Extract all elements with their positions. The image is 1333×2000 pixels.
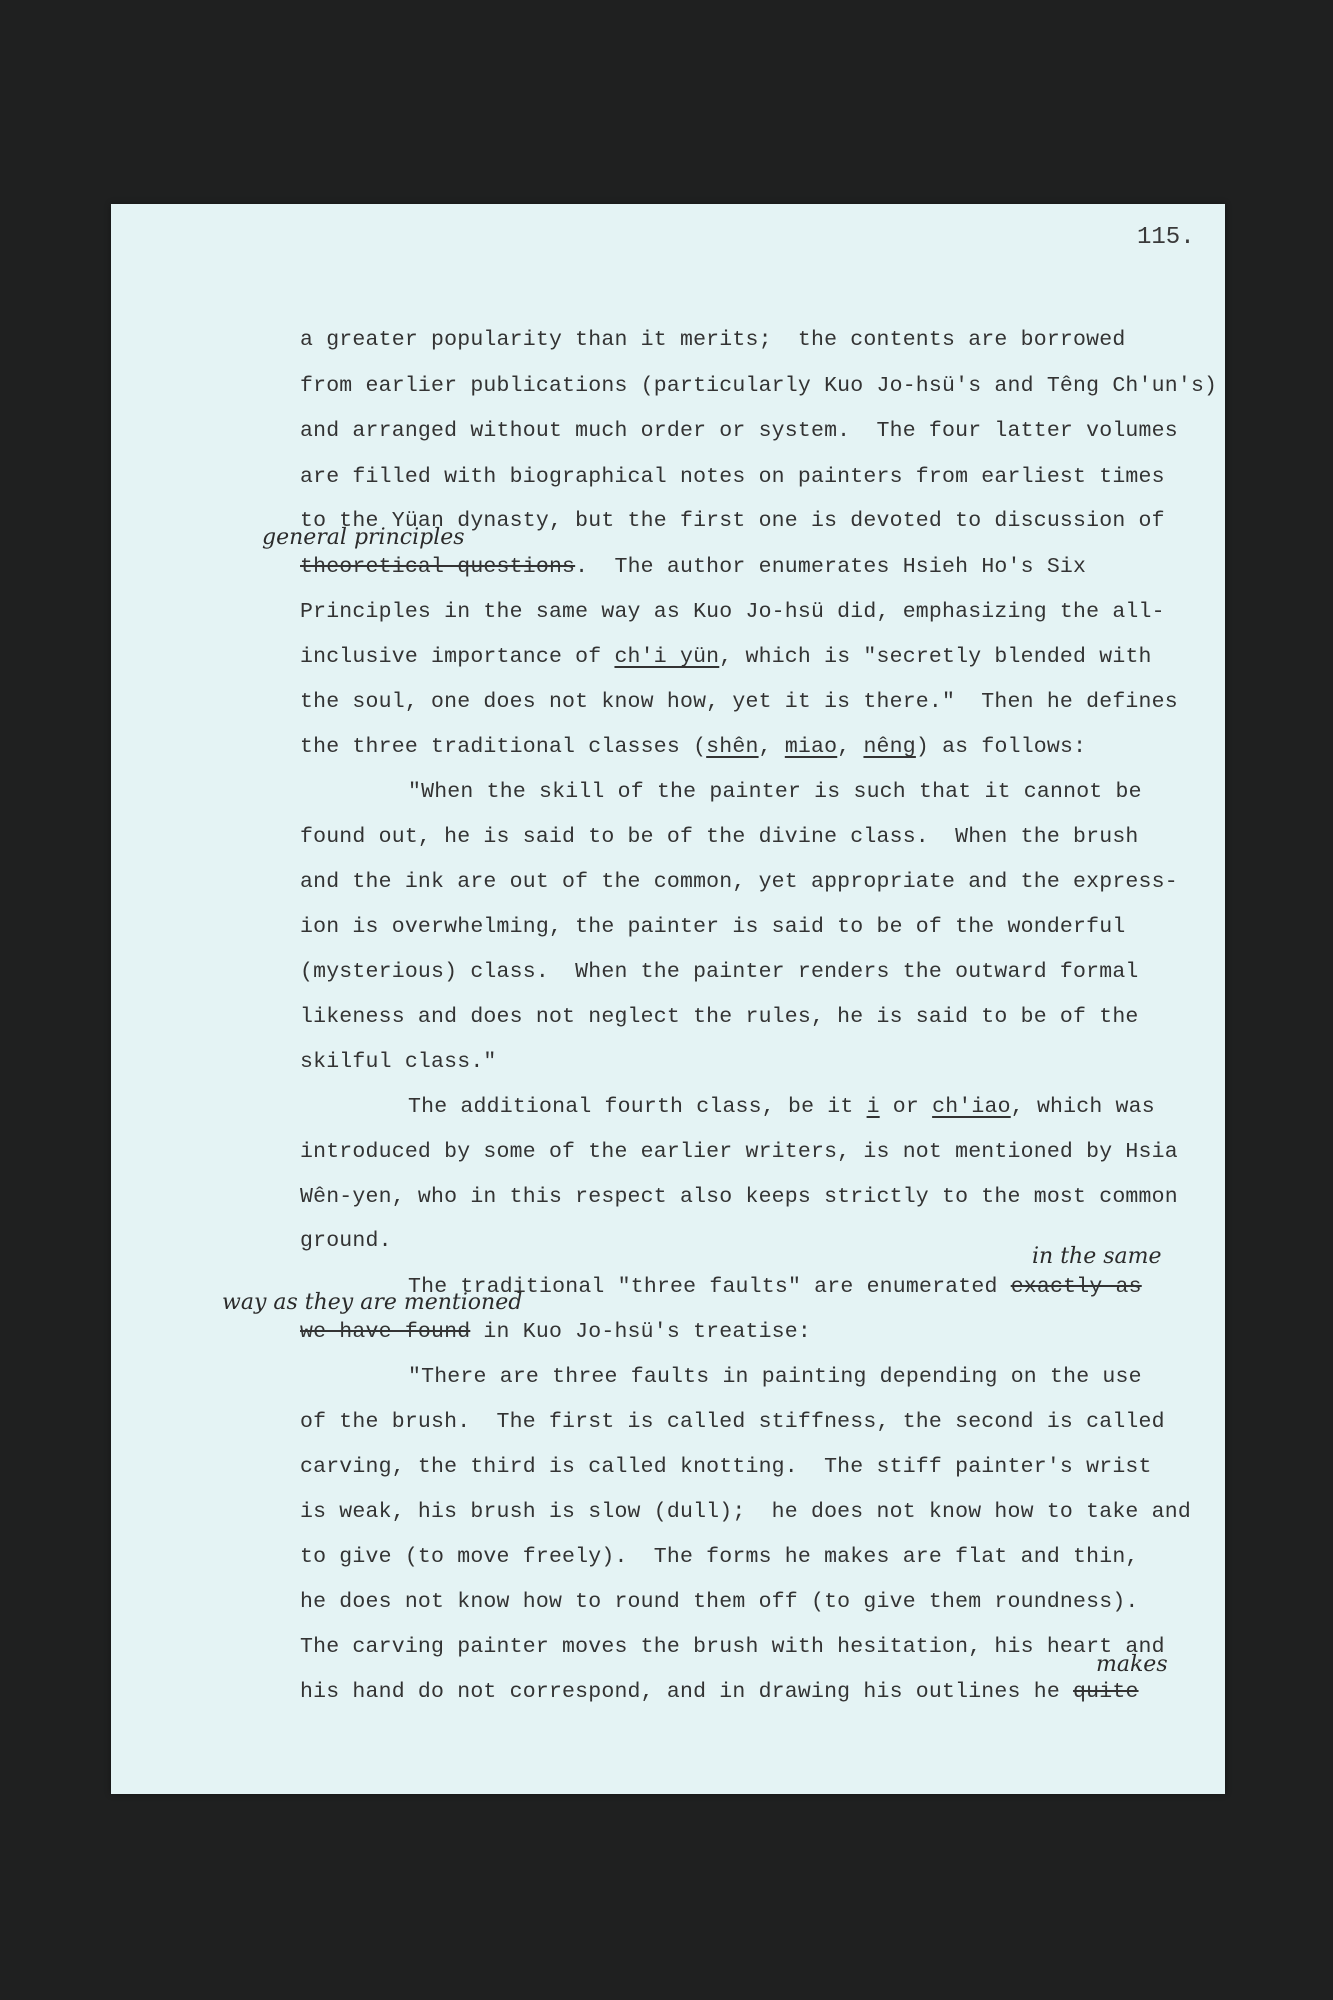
text-line (300, 825, 1139, 849)
text-span: (mysterious) class. When the painter renders the outward formal (300, 960, 1139, 984)
text-line (300, 1635, 1165, 1659)
underlined-term: nêng (863, 735, 916, 759)
text-span: inclusive importance of (300, 645, 615, 669)
text-line (408, 1365, 1142, 1389)
text-span: carving, the third is called knotting. The stiff painter's wrist (300, 1455, 1152, 1479)
struck-text: we have found (300, 1320, 471, 1344)
text-span: Wên-yen, who in this respect also keeps strictly to the most common (300, 1185, 1178, 1209)
text-line (300, 1140, 1178, 1164)
text-line (300, 1050, 497, 1074)
text-line (300, 915, 1125, 939)
text-span: ) as follows: (915, 735, 1087, 759)
text-line (408, 1095, 1155, 1119)
text-span: to give (to move freely). The forms he makes are flat and thin, (300, 1545, 1139, 1569)
text-line (300, 1005, 1139, 1029)
page-number: 115. (1137, 224, 1195, 251)
text-line (300, 1320, 811, 1344)
text-line (300, 328, 1125, 352)
text-line (300, 1455, 1152, 1479)
text-line (408, 780, 1142, 804)
struck-text: theoretical questions (300, 555, 576, 579)
text-span: The additional fourth class, be it (408, 1095, 867, 1119)
text-line (300, 465, 1165, 489)
text-line (300, 735, 1086, 759)
text-span: , which was (1010, 1095, 1155, 1119)
text-line (300, 1410, 1165, 1434)
text-span: in Kuo Jo-hsü's treatise: (470, 1320, 811, 1344)
text-span: the soul, one does not know how, yet it is there." Then he defines (300, 690, 1178, 714)
text-line (300, 1185, 1178, 1209)
text-line (300, 600, 1165, 624)
text-line (300, 1229, 392, 1253)
text-span: and arranged without much order or system. The four latter volumes (300, 419, 1178, 443)
text-line (300, 1500, 1191, 1524)
text-span: are filled with biographical notes on painters from earliest times (300, 465, 1165, 489)
text-line (300, 645, 1152, 669)
text-span: the three traditional classes ( (300, 735, 707, 759)
handwritten-note: in the same (1032, 1244, 1162, 1269)
text-span: likeness and does not neglect the rules, he is said to be of the (300, 1005, 1139, 1029)
text-span: he does not know how to round them off (to give them roundness). (300, 1590, 1139, 1614)
text-span: , which is "secretly blended with (719, 645, 1152, 669)
underlined-term: miao (784, 735, 838, 759)
text-span: and the ink are out of the common, yet appropriate and the express- (300, 870, 1178, 894)
text-span: is weak, his brush is slow (dull); he does not know how to take and (300, 1500, 1191, 1524)
underlined-term: ch'i yün (614, 645, 720, 669)
handwritten-note: makes (1096, 1652, 1168, 1677)
handwritten-note: general principles (262, 525, 465, 550)
handwritten-note: way as they are mentioned (222, 1290, 523, 1315)
text-span: a greater popularity than it merits; the contents are borrowed (300, 328, 1126, 352)
struck-text: quite (1073, 1680, 1139, 1704)
text-line (300, 690, 1178, 714)
text-line (300, 1545, 1139, 1569)
struck-text: exactly as (1010, 1275, 1142, 1299)
text-span: skilful class." (300, 1050, 497, 1074)
text-span: The traditional "three faults" are enumerated (408, 1275, 1011, 1299)
text-span: or (879, 1095, 933, 1119)
text-span: "There are three faults in painting depending on the use (408, 1365, 1142, 1389)
underlined-term: ch'iao (932, 1095, 1011, 1119)
text-span: Principles in the same way as Kuo Jo-hsü did, emphasizing the all- (300, 600, 1165, 624)
text-line (300, 870, 1178, 894)
underlined-term: shên (706, 735, 759, 759)
text-line (300, 555, 1086, 579)
text-span: to the Yüan dynasty, but the first one is devoted to discussion of (300, 509, 1165, 533)
text-span: , (837, 735, 864, 759)
text-line (300, 419, 1178, 443)
text-span: "When the skill of the painter is such that it cannot be (408, 780, 1142, 804)
text-span: introduced by some of the earlier writers, is not mentioned by Hsia (300, 1140, 1178, 1164)
text-span: ion is overwhelming, the painter is said to be of the wonderful (300, 915, 1126, 939)
text-span: , (758, 735, 785, 759)
text-span: The carving painter moves the brush with hesitation, his heart and (300, 1635, 1165, 1659)
underlined-term: i (866, 1095, 880, 1119)
text-span: from earlier publications (particularly Kuo Jo-hsü's and Têng Ch'un's) (300, 374, 1218, 398)
text-span: ground. (300, 1229, 392, 1253)
text-line (300, 1590, 1139, 1614)
text-line (300, 1680, 1139, 1704)
text-span: . The author enumerates Hsieh Ho's Six (575, 555, 1087, 579)
text-line (300, 960, 1139, 984)
text-span: his hand do not correspond, and in drawing his outlines he (300, 1680, 1074, 1704)
text-span: of the brush. The first is called stiffness, the second is called (300, 1410, 1165, 1434)
text-line (300, 374, 1217, 398)
text-span: found out, he is said to be of the divine class. When the brush (300, 825, 1139, 849)
